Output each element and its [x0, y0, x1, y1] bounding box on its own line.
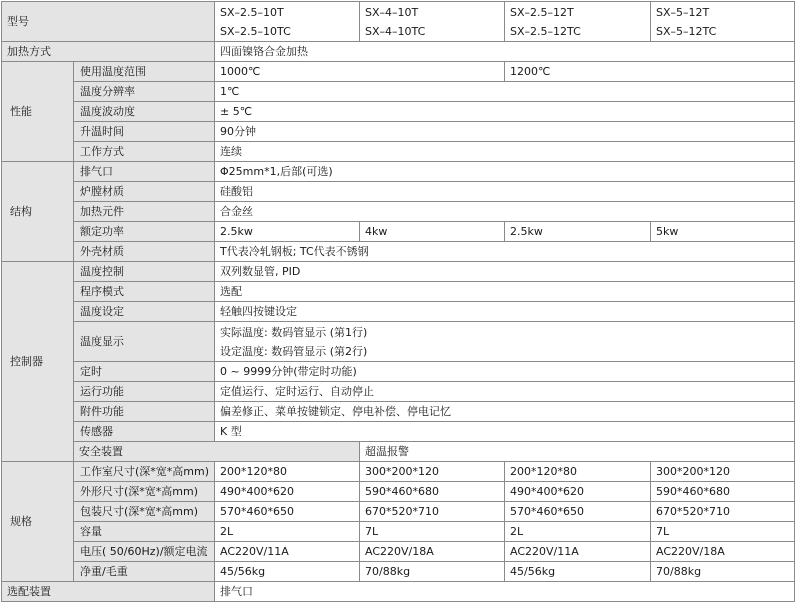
structure-category: 结构 [2, 162, 74, 262]
row-value: 590*460*680 [360, 482, 505, 502]
row-value: 双列数显管, PID [215, 262, 795, 282]
row-label: 炉膛材质 [74, 182, 215, 202]
row-label: 电压( 50/60Hz)/额定电流 [74, 542, 215, 562]
row-value: 490*400*620 [215, 482, 360, 502]
table-row [2, 502, 795, 522]
table-row [2, 102, 795, 122]
row-label: 使用温度范围 [74, 62, 215, 82]
row-label: 程序模式 [74, 282, 215, 302]
table-row [2, 142, 795, 162]
heating-value: 四面镍铬合金加热 [215, 42, 795, 62]
table-row [2, 542, 795, 562]
row-value: 定值运行、定时运行、自动停止 [215, 382, 795, 402]
table-row [2, 382, 795, 402]
model-cell: SX–5–12T SX–5–12TC [651, 2, 795, 42]
row-value: 70/88kg [651, 562, 795, 582]
table-row [2, 162, 795, 182]
row-value: 200*120*80 [215, 462, 360, 482]
row-value: 90分钟 [215, 122, 795, 142]
table-row [2, 262, 795, 282]
row-label: 外壳材质 [74, 242, 215, 262]
row-value: AC220V/11A [505, 542, 651, 562]
row-label: 附件功能 [74, 402, 215, 422]
model-header: 型号 [2, 2, 215, 42]
table-row [2, 322, 795, 362]
table-row [2, 482, 795, 502]
table-row [2, 282, 795, 302]
row-label: 温度波动度 [74, 102, 215, 122]
row-value: Φ25mm*1,后部(可选) [215, 162, 795, 182]
row-value: 70/88kg [360, 562, 505, 582]
row-value: AC220V/18A [651, 542, 795, 562]
row-value: 实际温度: 数码管显示 (第1行) 设定温度: 数码管显示 (第2行) [215, 322, 795, 362]
row-label: 工作室尺寸(深*宽*高mm) [74, 462, 215, 482]
table-row [2, 202, 795, 222]
row-label: 净重/毛重 [74, 562, 215, 582]
row-value: 2.5kw [215, 222, 360, 242]
specs-category: 规格 [2, 462, 74, 582]
row-value: 1℃ [215, 82, 795, 102]
row-label: 温度分辨率 [74, 82, 215, 102]
row-value: 偏差修正、菜单按键锁定、停电补偿、停电记忆 [215, 402, 795, 422]
safety-label: 安全装置 [74, 442, 360, 462]
options-row [2, 582, 795, 602]
row-label: 温度控制 [74, 262, 215, 282]
row-value: 570*460*650 [215, 502, 360, 522]
row-label: 容量 [74, 522, 215, 542]
options-label: 选配装置 [2, 582, 215, 602]
table-row [2, 222, 795, 242]
table-row [2, 562, 795, 582]
row-value: 7L [651, 522, 795, 542]
row-value: 合金丝 [215, 202, 795, 222]
table-row [2, 422, 795, 442]
row-value: 670*520*710 [651, 502, 795, 522]
row-value: 2L [505, 522, 651, 542]
row-value: 5kw [651, 222, 795, 242]
model-row [2, 2, 795, 42]
row-value: 选配 [215, 282, 795, 302]
row-label: 运行功能 [74, 382, 215, 402]
row-label: 温度显示 [74, 322, 215, 362]
model-cell: SX–4–10T SX–4–10TC [360, 2, 505, 42]
model-cell: SX–2.5–10T SX–2.5–10TC [215, 2, 360, 42]
table-row [2, 522, 795, 542]
table-row [2, 122, 795, 142]
row-value: 1200℃ [505, 62, 795, 82]
safety-row [2, 442, 795, 462]
heating-label: 加热方式 [2, 42, 215, 62]
controller-category: 控制器 [2, 262, 74, 462]
row-value: 45/56kg [505, 562, 651, 582]
row-value: T代表冷轧钢板; TC代表不锈钢 [215, 242, 795, 262]
row-label: 加热元件 [74, 202, 215, 222]
row-label: 额定功率 [74, 222, 215, 242]
row-value: 0 ~ 9999分钟(带定时功能) [215, 362, 795, 382]
row-value: K 型 [215, 422, 795, 442]
row-value: 硅酸铝 [215, 182, 795, 202]
row-value: 200*120*80 [505, 462, 651, 482]
row-value: ± 5℃ [215, 102, 795, 122]
table-row [2, 462, 795, 482]
row-value: 2.5kw [505, 222, 651, 242]
safety-value: 超温报警 [360, 442, 795, 462]
row-value: 670*520*710 [360, 502, 505, 522]
row-label: 升温时间 [74, 122, 215, 142]
performance-category: 性能 [2, 62, 74, 162]
row-label: 外形尺寸(深*宽*高mm) [74, 482, 215, 502]
row-label: 排气口 [74, 162, 215, 182]
row-value: 轻触四按键设定 [215, 302, 795, 322]
row-value: 300*200*120 [360, 462, 505, 482]
table-row [2, 182, 795, 202]
table-row [2, 62, 795, 82]
table-row [2, 82, 795, 102]
table-row [2, 242, 795, 262]
row-label: 包装尺寸(深*宽*高mm) [74, 502, 215, 522]
row-label: 传感器 [74, 422, 215, 442]
model-cell: SX–2.5–12T SX–2.5–12TC [505, 2, 651, 42]
row-value: 1000℃ [215, 62, 505, 82]
row-value: 7L [360, 522, 505, 542]
row-value: AC220V/18A [360, 542, 505, 562]
row-value: 490*400*620 [505, 482, 651, 502]
row-value: 300*200*120 [651, 462, 795, 482]
row-label: 定时 [74, 362, 215, 382]
spec-table [1, 1, 795, 602]
table-row [2, 302, 795, 322]
row-value: 45/56kg [215, 562, 360, 582]
row-value: 4kw [360, 222, 505, 242]
row-label: 温度设定 [74, 302, 215, 322]
heating-row [2, 42, 795, 62]
table-row [2, 362, 795, 382]
row-value: 570*460*650 [505, 502, 651, 522]
row-value: 590*460*680 [651, 482, 795, 502]
row-value: 连续 [215, 142, 795, 162]
row-label: 工作方式 [74, 142, 215, 162]
table-row [2, 402, 795, 422]
row-value: 2L [215, 522, 360, 542]
row-value: AC220V/11A [215, 542, 360, 562]
options-value: 排气口 [215, 582, 795, 602]
